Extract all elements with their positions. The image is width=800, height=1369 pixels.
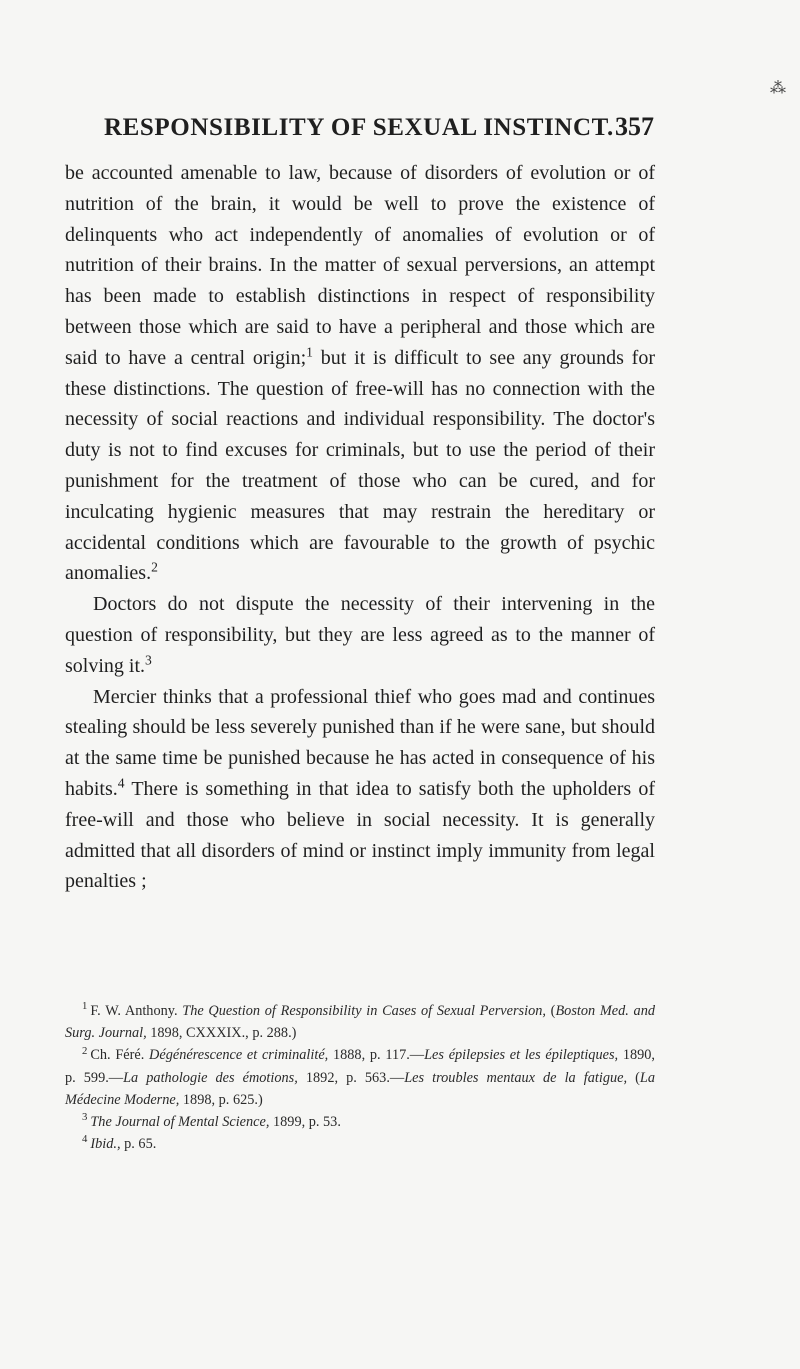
corner-mark: ⁂ [770, 80, 786, 97]
paragraph-1-text-a: be accounted amenable to law, because of disorders of evolution or of nutrition of the brain, it would be well to prove the existence of delinquents who act independently of anomalies of evolution or of nutrition of their brains. In the matter of sexual perversions, an attempt has been made to establish distinctions in respect of responsibility between those which are said to have a peripheral and those which are said to have a central origin; [65, 162, 655, 369]
running-title: RESPONSIBILITY OF SEXUAL INSTINCT. [104, 114, 614, 141]
footnotes [65, 1000, 655, 1155]
paragraph-3-text-b: There is something in that idea to satisfy both the upholders of free-will and those who believe in social necessity. It is generally admitted that all disorders of mind or instinct imply immunity from legal penalties ; [65, 777, 655, 893]
paragraph-2-text: Doctors do not dispute the necessity of their intervening in the question of responsibility, but they are less agreed as to the manner of solving it. [65, 593, 655, 677]
footnote-journal: The Journal of Mental Science, [90, 1114, 270, 1131]
footnote-text: ( [545, 1003, 556, 1019]
footnote-text: Ch. Féré. [90, 1047, 150, 1064]
footnote-title: Les troubles mentaux de la fatigue, [404, 1069, 628, 1086]
paragraph-3 [65, 682, 655, 898]
footnote-text: 1892, p. 563.— [297, 1069, 405, 1086]
footnote-3 [65, 1111, 655, 1133]
footnote-text: F. W. Anthony. [90, 1003, 183, 1019]
paragraph-3-text-a: Mercier thinks that a professional thief who goes mad and continues stealing should be less severely punished than if he were sane, but should at the same time be punished because he has acted in consequence of his habits. [65, 685, 655, 800]
footnote-text: p. 65. [120, 1136, 157, 1153]
footnote-title: La pathologie des émotions, [123, 1069, 298, 1086]
footnote-number: 2 [82, 1044, 88, 1057]
footnote-title: The Question of Responsibility in Cases of Sexual Perversion, [182, 1003, 546, 1019]
footnote-ref-3[interactable]: 3 [145, 652, 152, 668]
body-text [65, 158, 655, 897]
footnote-1 [65, 1000, 655, 1044]
footnote-title: Dégénérescence et criminalité, [149, 1047, 329, 1064]
footnote-text: 1898, p. 625.) [179, 1091, 263, 1108]
footnote-number: 4 [82, 1133, 88, 1146]
footnote-journal: La Médecine Moderne, [65, 1069, 655, 1108]
footnote-text: 1888, p. 117.— [328, 1047, 425, 1064]
footnote-journal: Boston Med. and Surg. Journal, [65, 1003, 655, 1042]
footnote-number: 1 [82, 1000, 88, 1013]
paragraph-1-text-b: but it is difficult to see any grounds for these distinctions. The question of free-will has no connection with the necessity of social reactions and individual responsibility. The doctor's duty is not to find excuses for criminals, but to use the period of their punishment for the treatment of those who can be cured, and for inculcating hygienic measures that may restrain the hereditary or accidental conditions which are favourable to the growth of psychic anomalies. [65, 346, 656, 585]
footnote-ref-1[interactable]: 1 [306, 344, 313, 360]
paragraph-2 [65, 589, 655, 681]
running-head [104, 112, 654, 152]
footnote-4 [65, 1133, 655, 1155]
footnote-title: Les épilepsies et les épileptiques, [424, 1047, 619, 1064]
footnote-number: 3 [82, 1111, 88, 1124]
footnote-ref-4[interactable]: 4 [117, 775, 125, 791]
footnote-2 [65, 1044, 655, 1111]
footnote-ref-2[interactable]: 2 [151, 559, 158, 575]
footnote-text: 1898, CXXXIX., p. 288.) [146, 1025, 297, 1042]
paragraph-1 [65, 158, 655, 589]
footnote-ibid: Ibid., [90, 1136, 121, 1153]
footnote-text: 1899, p. 53. [269, 1114, 341, 1131]
footnote-text: 1890, p. 599.— [65, 1047, 655, 1086]
page-number: 357 [615, 112, 654, 141]
footnote-text: ( [627, 1069, 640, 1086]
